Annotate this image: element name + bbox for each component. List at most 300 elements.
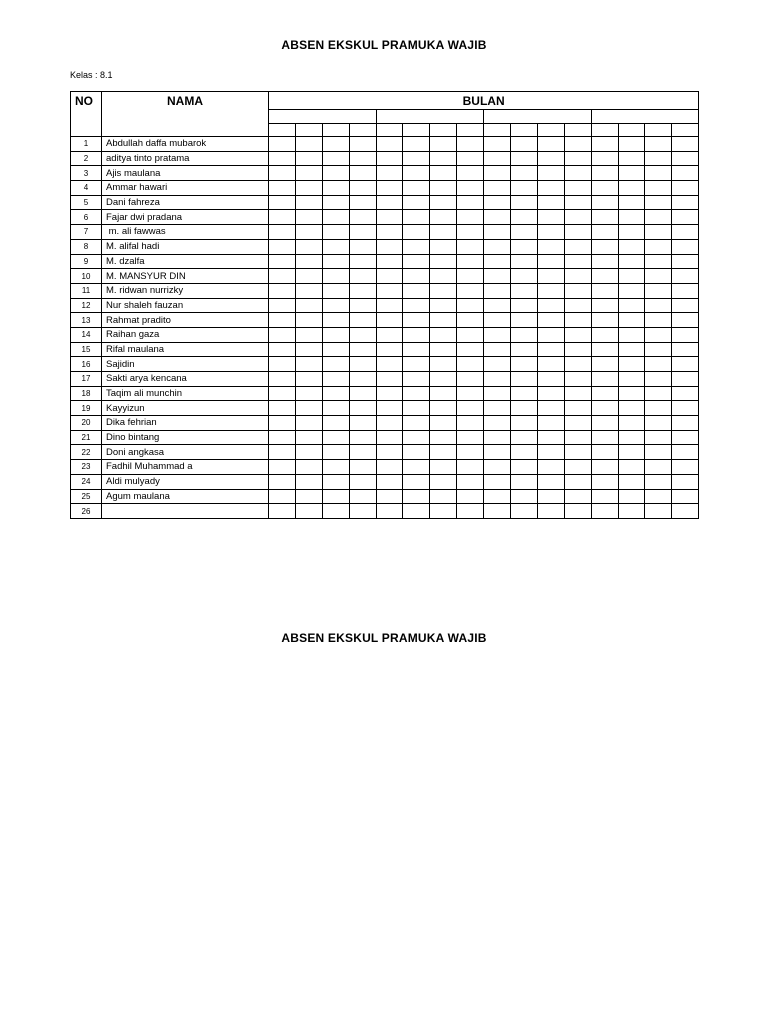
row-number: 3 bbox=[71, 166, 102, 181]
table-row bbox=[71, 445, 699, 460]
attendance-cell bbox=[295, 489, 322, 504]
attendance-cell bbox=[457, 269, 484, 284]
attendance-cell bbox=[484, 239, 511, 254]
attendance-cell bbox=[457, 254, 484, 269]
attendance-cell bbox=[564, 254, 591, 269]
attendance-cell bbox=[295, 445, 322, 460]
attendance-cell bbox=[484, 283, 511, 298]
page-title-repeat: ABSEN EKSKUL PRAMUKA WAJIB bbox=[281, 631, 487, 645]
attendance-cell bbox=[269, 372, 296, 387]
attendance-cell bbox=[484, 210, 511, 225]
attendance-cell bbox=[537, 504, 564, 519]
attendance-cell bbox=[269, 151, 296, 166]
table-row bbox=[71, 401, 699, 416]
attendance-cell bbox=[618, 416, 645, 431]
row-number: 18 bbox=[71, 386, 102, 401]
attendance-cell bbox=[564, 210, 591, 225]
table-row bbox=[71, 298, 699, 313]
attendance-cell bbox=[645, 313, 672, 328]
attendance-cell bbox=[618, 195, 645, 210]
attendance-cell bbox=[537, 210, 564, 225]
attendance-cell bbox=[322, 504, 349, 519]
attendance-cell bbox=[322, 195, 349, 210]
page-title: ABSEN EKSKUL PRAMUKA WAJIB bbox=[281, 38, 487, 52]
attendance-cell bbox=[403, 445, 430, 460]
attendance-cell bbox=[511, 225, 538, 240]
attendance-cell bbox=[269, 137, 296, 152]
attendance-cell bbox=[618, 372, 645, 387]
table-row bbox=[71, 254, 699, 269]
attendance-cell bbox=[511, 269, 538, 284]
attendance-cell bbox=[322, 357, 349, 372]
attendance-cell bbox=[376, 504, 403, 519]
attendance-cell bbox=[645, 357, 672, 372]
attendance-cell bbox=[618, 137, 645, 152]
table-row bbox=[71, 195, 699, 210]
attendance-cell bbox=[645, 504, 672, 519]
attendance-cell bbox=[430, 225, 457, 240]
attendance-cell bbox=[457, 151, 484, 166]
attendance-cell bbox=[484, 504, 511, 519]
attendance-cell bbox=[591, 254, 618, 269]
student-name: Rifal maulana bbox=[102, 342, 269, 357]
student-name: Dika fehrian bbox=[102, 416, 269, 431]
attendance-cell bbox=[269, 357, 296, 372]
attendance-cell bbox=[349, 313, 376, 328]
attendance-cell bbox=[672, 430, 699, 445]
attendance-cell bbox=[349, 504, 376, 519]
attendance-cell bbox=[645, 298, 672, 313]
table-row bbox=[71, 386, 699, 401]
attendance-cell bbox=[457, 386, 484, 401]
day-cell bbox=[322, 124, 349, 137]
attendance-cell bbox=[457, 342, 484, 357]
attendance-cell bbox=[349, 210, 376, 225]
attendance-cell bbox=[322, 225, 349, 240]
attendance-cell bbox=[457, 504, 484, 519]
attendance-cell bbox=[591, 166, 618, 181]
attendance-cell bbox=[430, 269, 457, 284]
attendance-cell bbox=[430, 504, 457, 519]
attendance-cell bbox=[457, 372, 484, 387]
attendance-cell bbox=[511, 210, 538, 225]
attendance-cell bbox=[618, 313, 645, 328]
row-number: 11 bbox=[71, 283, 102, 298]
attendance-cell bbox=[618, 504, 645, 519]
attendance-cell bbox=[618, 254, 645, 269]
attendance-cell bbox=[430, 401, 457, 416]
attendance-cell bbox=[376, 460, 403, 475]
attendance-cell bbox=[403, 254, 430, 269]
attendance-cell bbox=[645, 181, 672, 196]
attendance-cell bbox=[618, 166, 645, 181]
table-row bbox=[71, 327, 699, 342]
table-row bbox=[71, 416, 699, 431]
header-nama: NAMA bbox=[102, 92, 269, 137]
table-row bbox=[71, 474, 699, 489]
table-row bbox=[71, 460, 699, 475]
attendance-cell bbox=[511, 298, 538, 313]
attendance-cell bbox=[537, 181, 564, 196]
attendance-cell bbox=[403, 151, 430, 166]
attendance-cell bbox=[537, 342, 564, 357]
attendance-cell bbox=[511, 401, 538, 416]
attendance-cell bbox=[537, 298, 564, 313]
attendance-cell bbox=[430, 386, 457, 401]
attendance-cell bbox=[322, 416, 349, 431]
attendance-cell bbox=[618, 430, 645, 445]
attendance-cell bbox=[484, 151, 511, 166]
attendance-cell bbox=[672, 313, 699, 328]
attendance-cell bbox=[322, 166, 349, 181]
attendance-cell bbox=[295, 254, 322, 269]
attendance-cell bbox=[349, 416, 376, 431]
attendance-cell bbox=[618, 225, 645, 240]
attendance-cell bbox=[537, 137, 564, 152]
attendance-cell bbox=[618, 386, 645, 401]
table-row bbox=[71, 504, 699, 519]
attendance-cell bbox=[645, 254, 672, 269]
attendance-cell bbox=[484, 327, 511, 342]
attendance-cell bbox=[645, 489, 672, 504]
attendance-cell bbox=[269, 445, 296, 460]
attendance-cell bbox=[591, 416, 618, 431]
attendance-cell bbox=[269, 254, 296, 269]
attendance-cell bbox=[403, 357, 430, 372]
attendance-cell bbox=[537, 166, 564, 181]
attendance-cell bbox=[645, 283, 672, 298]
month-cell bbox=[376, 110, 484, 124]
attendance-cell bbox=[349, 151, 376, 166]
attendance-cell bbox=[457, 195, 484, 210]
attendance-table bbox=[70, 91, 699, 519]
table-row bbox=[71, 269, 699, 284]
attendance-cell bbox=[403, 195, 430, 210]
attendance-cell bbox=[403, 386, 430, 401]
attendance-cell bbox=[430, 474, 457, 489]
attendance-cell bbox=[484, 195, 511, 210]
attendance-cell bbox=[457, 137, 484, 152]
attendance-cell bbox=[511, 327, 538, 342]
student-name: Kayyizun bbox=[102, 401, 269, 416]
attendance-cell bbox=[537, 445, 564, 460]
day-cell bbox=[376, 124, 403, 137]
attendance-cell bbox=[645, 372, 672, 387]
attendance-cell bbox=[511, 474, 538, 489]
attendance-cell bbox=[376, 489, 403, 504]
student-name: Nur shaleh fauzan bbox=[102, 298, 269, 313]
attendance-cell bbox=[511, 430, 538, 445]
attendance-cell bbox=[484, 445, 511, 460]
attendance-cell bbox=[591, 430, 618, 445]
attendance-cell bbox=[295, 357, 322, 372]
attendance-cell bbox=[349, 181, 376, 196]
attendance-cell bbox=[349, 298, 376, 313]
attendance-cell bbox=[618, 474, 645, 489]
attendance-cell bbox=[484, 137, 511, 152]
student-name: Ammar hawari bbox=[102, 181, 269, 196]
attendance-cell bbox=[349, 239, 376, 254]
table-row bbox=[71, 166, 699, 181]
attendance-cell bbox=[269, 460, 296, 475]
attendance-cell bbox=[645, 416, 672, 431]
attendance-cell bbox=[269, 327, 296, 342]
attendance-cell bbox=[484, 254, 511, 269]
attendance-cell bbox=[430, 210, 457, 225]
table-row bbox=[71, 313, 699, 328]
attendance-cell bbox=[672, 166, 699, 181]
attendance-cell bbox=[537, 254, 564, 269]
attendance-cell bbox=[564, 474, 591, 489]
student-name: Fajar dwi pradana bbox=[102, 210, 269, 225]
student-name: Dino bintang bbox=[102, 430, 269, 445]
attendance-cell bbox=[322, 313, 349, 328]
attendance-cell bbox=[457, 313, 484, 328]
attendance-cell bbox=[645, 430, 672, 445]
attendance-cell bbox=[618, 210, 645, 225]
attendance-cell bbox=[457, 298, 484, 313]
attendance-cell bbox=[322, 210, 349, 225]
row-number: 23 bbox=[71, 460, 102, 475]
row-number: 20 bbox=[71, 416, 102, 431]
attendance-cell bbox=[403, 504, 430, 519]
attendance-cell bbox=[537, 225, 564, 240]
attendance-cell bbox=[269, 386, 296, 401]
student-name: Rahmat pradito bbox=[102, 313, 269, 328]
attendance-cell bbox=[618, 181, 645, 196]
attendance-cell bbox=[484, 313, 511, 328]
attendance-cell bbox=[376, 416, 403, 431]
attendance-cell bbox=[484, 269, 511, 284]
attendance-cell bbox=[376, 181, 403, 196]
attendance-cell bbox=[269, 225, 296, 240]
attendance-cell bbox=[672, 489, 699, 504]
attendance-cell bbox=[322, 137, 349, 152]
attendance-cell bbox=[376, 342, 403, 357]
attendance-cell bbox=[295, 430, 322, 445]
attendance-cell bbox=[511, 239, 538, 254]
attendance-cell bbox=[564, 504, 591, 519]
attendance-cell bbox=[591, 445, 618, 460]
day-cell bbox=[511, 124, 538, 137]
attendance-cell bbox=[322, 254, 349, 269]
attendance-cell bbox=[618, 460, 645, 475]
table-row bbox=[71, 283, 699, 298]
attendance-cell bbox=[672, 283, 699, 298]
day-cell bbox=[269, 124, 296, 137]
attendance-cell bbox=[564, 239, 591, 254]
attendance-cell bbox=[484, 342, 511, 357]
student-name: aditya tinto pratama bbox=[102, 151, 269, 166]
attendance-cell bbox=[295, 239, 322, 254]
attendance-cell bbox=[484, 460, 511, 475]
attendance-cell bbox=[591, 460, 618, 475]
attendance-cell bbox=[349, 137, 376, 152]
day-cell bbox=[537, 124, 564, 137]
attendance-cell bbox=[403, 298, 430, 313]
attendance-cell bbox=[672, 195, 699, 210]
attendance-cell bbox=[349, 460, 376, 475]
attendance-cell bbox=[618, 342, 645, 357]
attendance-cell bbox=[672, 416, 699, 431]
attendance-cell bbox=[295, 210, 322, 225]
table-row bbox=[71, 210, 699, 225]
attendance-cell bbox=[269, 342, 296, 357]
attendance-cell bbox=[430, 298, 457, 313]
attendance-cell bbox=[376, 283, 403, 298]
attendance-cell bbox=[376, 474, 403, 489]
attendance-cell bbox=[457, 474, 484, 489]
month-cell bbox=[484, 110, 592, 124]
attendance-cell bbox=[672, 386, 699, 401]
attendance-cell bbox=[295, 166, 322, 181]
student-name: Taqim ali munchin bbox=[102, 386, 269, 401]
attendance-cell bbox=[403, 239, 430, 254]
attendance-cell bbox=[672, 401, 699, 416]
attendance-cell bbox=[564, 151, 591, 166]
day-cell bbox=[349, 124, 376, 137]
attendance-cell bbox=[618, 298, 645, 313]
attendance-cell bbox=[484, 181, 511, 196]
attendance-cell bbox=[564, 489, 591, 504]
attendance-cell bbox=[403, 166, 430, 181]
attendance-cell bbox=[269, 166, 296, 181]
student-name: Ajis maulana bbox=[102, 166, 269, 181]
attendance-cell bbox=[295, 372, 322, 387]
attendance-cell bbox=[376, 386, 403, 401]
attendance-cell bbox=[322, 401, 349, 416]
attendance-cell bbox=[403, 401, 430, 416]
attendance-cell bbox=[484, 225, 511, 240]
attendance-cell bbox=[591, 210, 618, 225]
student-name bbox=[102, 504, 269, 519]
attendance-cell bbox=[376, 313, 403, 328]
attendance-cell bbox=[645, 166, 672, 181]
attendance-cell bbox=[349, 225, 376, 240]
attendance-cell bbox=[618, 401, 645, 416]
attendance-cell bbox=[295, 181, 322, 196]
attendance-cell bbox=[591, 342, 618, 357]
attendance-cell bbox=[484, 166, 511, 181]
attendance-cell bbox=[564, 327, 591, 342]
row-number: 19 bbox=[71, 401, 102, 416]
attendance-cell bbox=[403, 283, 430, 298]
attendance-cell bbox=[511, 283, 538, 298]
attendance-cell bbox=[484, 430, 511, 445]
attendance-cell bbox=[645, 401, 672, 416]
attendance-cell bbox=[457, 225, 484, 240]
header-no: NO bbox=[71, 92, 102, 137]
attendance-cell bbox=[457, 445, 484, 460]
attendance-cell bbox=[376, 327, 403, 342]
attendance-cell bbox=[564, 460, 591, 475]
attendance-cell bbox=[672, 342, 699, 357]
attendance-cell bbox=[672, 254, 699, 269]
row-number: 6 bbox=[71, 210, 102, 225]
attendance-cell bbox=[376, 357, 403, 372]
attendance-cell bbox=[672, 460, 699, 475]
attendance-cell bbox=[376, 372, 403, 387]
table-row bbox=[71, 225, 699, 240]
day-cell bbox=[672, 124, 699, 137]
attendance-cell bbox=[645, 225, 672, 240]
attendance-cell bbox=[591, 283, 618, 298]
attendance-cell bbox=[430, 151, 457, 166]
attendance-cell bbox=[269, 283, 296, 298]
attendance-cell bbox=[403, 342, 430, 357]
day-cell bbox=[645, 124, 672, 137]
attendance-cell bbox=[349, 445, 376, 460]
attendance-cell bbox=[645, 269, 672, 284]
attendance-cell bbox=[564, 181, 591, 196]
attendance-cell bbox=[322, 269, 349, 284]
attendance-cell bbox=[591, 181, 618, 196]
row-number: 10 bbox=[71, 269, 102, 284]
attendance-cell bbox=[564, 195, 591, 210]
row-number: 21 bbox=[71, 430, 102, 445]
attendance-cell bbox=[591, 239, 618, 254]
attendance-cell bbox=[322, 298, 349, 313]
student-name: Agum maulana bbox=[102, 489, 269, 504]
attendance-cell bbox=[618, 283, 645, 298]
attendance-cell bbox=[322, 327, 349, 342]
attendance-cell bbox=[376, 166, 403, 181]
table-row bbox=[71, 137, 699, 152]
attendance-cell bbox=[295, 460, 322, 475]
attendance-cell bbox=[295, 386, 322, 401]
attendance-cell bbox=[403, 416, 430, 431]
attendance-cell bbox=[322, 430, 349, 445]
attendance-cell bbox=[537, 489, 564, 504]
attendance-cell bbox=[511, 342, 538, 357]
attendance-cell bbox=[376, 225, 403, 240]
attendance-cell bbox=[430, 313, 457, 328]
attendance-cell bbox=[457, 239, 484, 254]
attendance-cell bbox=[591, 357, 618, 372]
row-number: 9 bbox=[71, 254, 102, 269]
attendance-cell bbox=[457, 489, 484, 504]
attendance-cell bbox=[430, 357, 457, 372]
attendance-cell bbox=[349, 357, 376, 372]
attendance-cell bbox=[322, 489, 349, 504]
attendance-cell bbox=[430, 416, 457, 431]
attendance-cell bbox=[349, 327, 376, 342]
row-number: 16 bbox=[71, 357, 102, 372]
day-cell bbox=[403, 124, 430, 137]
attendance-cell bbox=[618, 445, 645, 460]
attendance-cell bbox=[269, 430, 296, 445]
attendance-cell bbox=[672, 151, 699, 166]
attendance-cell bbox=[403, 460, 430, 475]
attendance-cell bbox=[295, 225, 322, 240]
attendance-cell bbox=[457, 327, 484, 342]
attendance-cell bbox=[564, 313, 591, 328]
attendance-cell bbox=[295, 283, 322, 298]
attendance-cell bbox=[672, 239, 699, 254]
attendance-cell bbox=[269, 239, 296, 254]
attendance-cell bbox=[645, 137, 672, 152]
attendance-cell bbox=[618, 327, 645, 342]
attendance-cell bbox=[645, 327, 672, 342]
attendance-cell bbox=[376, 401, 403, 416]
attendance-cell bbox=[537, 401, 564, 416]
attendance-cell bbox=[618, 269, 645, 284]
attendance-cell bbox=[269, 474, 296, 489]
attendance-cell bbox=[403, 474, 430, 489]
attendance-cell bbox=[269, 504, 296, 519]
attendance-cell bbox=[349, 342, 376, 357]
attendance-cell bbox=[403, 327, 430, 342]
